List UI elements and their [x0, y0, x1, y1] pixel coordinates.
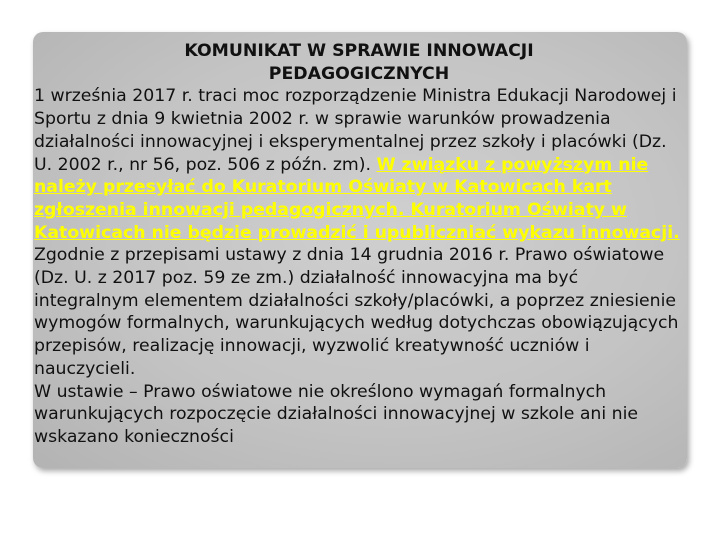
- slide-text-body: [34, 40, 684, 449]
- heading-line-1: KOMUNIKAT W SPRAWIE INNOWACJI: [184, 41, 534, 61]
- heading-line-2: PEDAGOGICZNYCH: [268, 63, 450, 84]
- paragraph-1-text: 1 września 2017 r. traci moc rozporządzenie Ministra Edukacji Narodowej i Sportu z dnia 9 kwietnia 2002 r. w sprawie warunków prowadzenia działalności innowacyjnej i eksperymentalnej przez szkoły i placówki (Dz. U. 2002 r., nr 56, poz. 506 z późn. zm).: [34, 86, 677, 175]
- paragraph-1: [34, 85, 684, 244]
- paragraph-2: Zgodnie z przepisami ustawy z dnia 14 grudnia 2016 r. Prawo oświatowe (Dz. U. z 2017 poz. 59 ze zm.) działalność innowacyjna ma być integralnym elementem działalności szkoły/placówki, a poprzez zniesienie wymogów formalnych, warunkujących według dotychczas obowiązujących przepisów, realizację innowacji, wyzwolić kreatywność uczniów i nauczycieli.: [34, 245, 679, 379]
- slide-heading: [34, 40, 684, 85]
- paragraph-3: W ustawie – Prawo oświatowe nie określono wymagań formalnych warunkujących rozpoczęcie działalności innowacyjnej w szkole ani nie wskazano konieczności: [34, 381, 639, 447]
- paragraph-1-highlighted-notice: W związku z powyższym nie należy przesyłać do Kuratorium Oświaty w Katowicach kart zgłoszenia innowacji pedagogicznych. Kuratorium Oświaty w Katowicach nie będzie prowadzić i upubliczniać wykazu innowacji.: [34, 154, 680, 243]
